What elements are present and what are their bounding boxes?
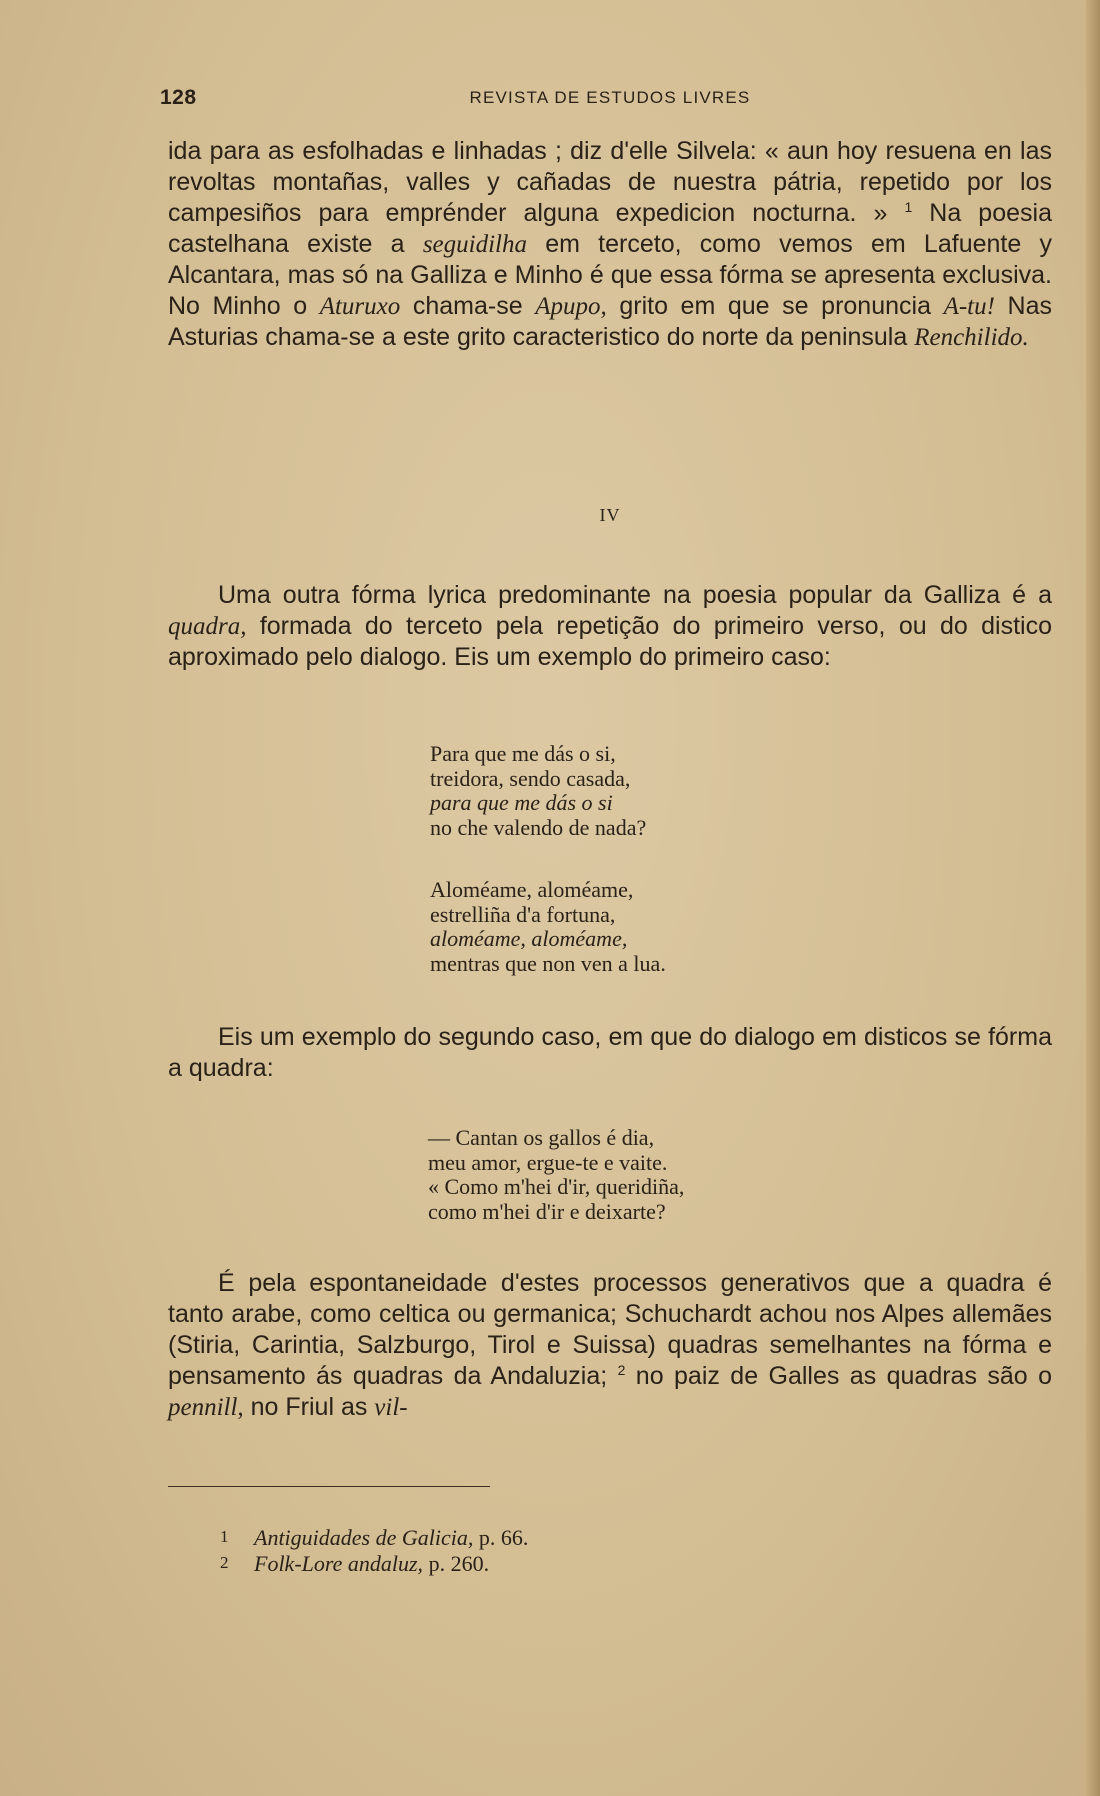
italic-term: vil- xyxy=(374,1394,408,1421)
verse-line: estrelliña d'a fortuna, xyxy=(430,901,616,927)
footnote-title: Folk-Lore andaluz, xyxy=(254,1551,424,1576)
text: formada do terceto pela repetição do primeiro verso, ou do distico aproximado pelo dialogo. Eis um exemplo do primeiro caso: xyxy=(168,612,1052,671)
footnote-mark: 2 xyxy=(220,1553,229,1572)
paragraph-1 xyxy=(168,136,1052,353)
text: Nas Asturias chama-se a este grito caracteristico do norte da peninsula xyxy=(168,292,1052,351)
footnotes xyxy=(220,1524,920,1576)
verse-line: treidora, sendo casada, xyxy=(430,765,631,791)
italic-term: quadra, xyxy=(168,613,247,640)
footnote-page: p. 260. xyxy=(423,1551,490,1576)
italic-term: Aturuxo xyxy=(319,293,401,320)
footnote-2 xyxy=(220,1550,920,1576)
section-heading: IV xyxy=(599,505,621,525)
italic-term: seguidilha xyxy=(422,231,527,258)
italic-term: A-tu! xyxy=(943,293,995,320)
italic-term: Apupo, xyxy=(535,293,607,320)
paragraph-2 xyxy=(168,580,1052,673)
verse-line: aloméame, aloméame, xyxy=(430,926,628,951)
paragraph-4 xyxy=(168,1268,1052,1423)
journal-title: REVISTA DE ESTUDOS LIVRES xyxy=(469,88,751,107)
running-head xyxy=(160,86,1052,112)
footnote-ref: 1 xyxy=(904,199,913,215)
verse-line: Para que me dás o si, xyxy=(430,741,616,766)
verse-line: — Cantan os gallos é dia, xyxy=(428,1125,655,1150)
paragraph-3: Eis um exemplo do segundo caso, em que do dialogo em disticos se fórma a quadra: xyxy=(168,1023,1052,1082)
footnote-page: p. 66. xyxy=(473,1525,529,1550)
page-edge xyxy=(1086,0,1100,1796)
text: grito em que se pronuncia xyxy=(606,292,944,320)
verse-stanza-2 xyxy=(430,878,930,976)
page-number: 128 xyxy=(160,86,197,109)
italic-term: Renchilido. xyxy=(914,324,1029,351)
text: no Friul as xyxy=(243,1393,375,1421)
text: no paiz de Galles as quadras são o xyxy=(625,1362,1052,1390)
footnote-1 xyxy=(220,1524,920,1550)
text: chama-se xyxy=(400,292,536,320)
footnote-rule xyxy=(168,1486,490,1487)
text: Na poesia castelhana existe a xyxy=(168,199,1052,258)
verse-stanza-1 xyxy=(430,742,930,840)
verse-line: Aloméame, aloméame, xyxy=(430,877,634,902)
footnote-ref: 2 xyxy=(617,1362,626,1378)
footnote-title: Antiguidades de Galicia, xyxy=(254,1525,474,1550)
text: em terceto, como vemos em Lafuente y Alcantara, mas só na Galliza e Minho é que essa fórma se apresenta exclusiva. No Minho o xyxy=(168,230,1052,320)
text: Uma outra fórma lyrica predominante na poesia popular da Galliza é a xyxy=(218,581,1052,609)
text: ida para as esfolhadas e linhadas ; diz d'elle Silvela: « aun hoy resuena en las revoltas montañas, valles y cañadas de nuestra pátria, repetido por los campesiños para emprénder alguna expedicion nocturna. » xyxy=(168,137,1052,227)
text: É pela espontaneidade d'estes processos generativos que a quadra é tanto arabe, como celtica ou germanica; Schuchardt achou nos Alpes allemães (Stiria, Carintia, Salzburgo, Tirol e Suissa) quadras semelhantes na fórma e pensamento ás quadras da Andaluzia; xyxy=(168,1269,1052,1390)
verse-line: « Como m'hei d'ir, queridiña, xyxy=(428,1174,685,1199)
verse-line: meu amor, ergue-te e vaite. xyxy=(428,1149,668,1175)
verse-line: para que me dás o si xyxy=(430,790,613,815)
verse-line: mentras que non ven a lua. xyxy=(430,950,666,976)
italic-term: pennill, xyxy=(168,1394,244,1421)
verse-line: como m'hei d'ir e deixarte? xyxy=(428,1198,666,1224)
verse-line: no che valendo de nada? xyxy=(430,814,647,840)
verse-stanza-3 xyxy=(428,1126,928,1224)
footnote-mark: 1 xyxy=(220,1527,229,1546)
